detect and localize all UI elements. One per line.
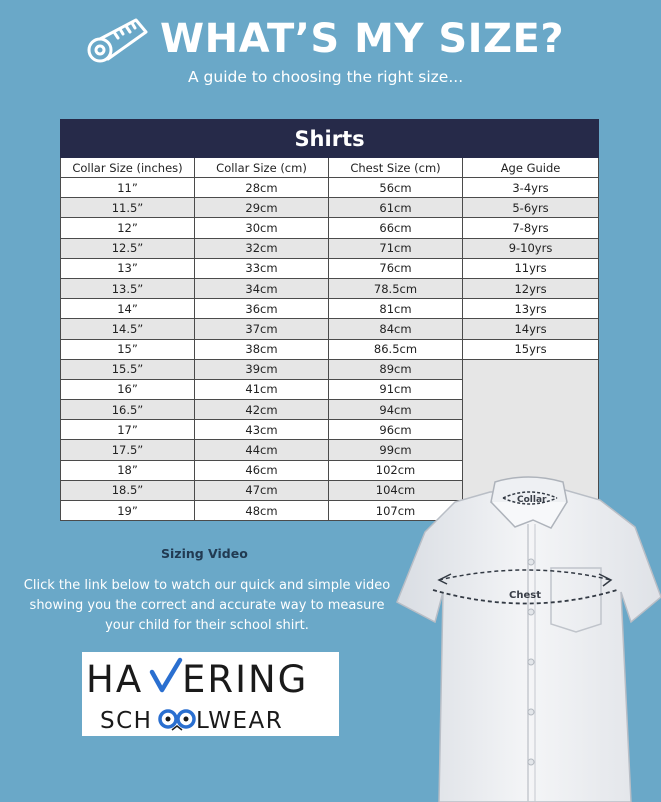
table-cell: 11yrs xyxy=(463,258,599,278)
table-cell: 29cm xyxy=(195,198,329,218)
column-header: Age Guide xyxy=(463,158,599,178)
svg-text:HA: HA xyxy=(86,658,144,701)
sizing-video-description: Click the link below to watch our quick and simple video showing you the correct and accurate way to measure your child for their school shirt. xyxy=(23,578,391,633)
column-header: Chest Size (cm) xyxy=(329,158,463,178)
page-title: WHAT’S MY SIZE? xyxy=(160,16,565,62)
shirt-illustration xyxy=(395,472,661,802)
table-cell: 61cm xyxy=(329,198,463,218)
table-cell: 89cm xyxy=(329,359,463,379)
table-title: Shirts xyxy=(61,120,599,158)
table-cell: 32cm xyxy=(195,238,329,258)
table-cell: 66cm xyxy=(329,218,463,238)
table-cell: 78.5cm xyxy=(329,278,463,298)
table-cell: 71cm xyxy=(329,238,463,258)
table-cell: 41cm xyxy=(195,379,329,399)
table-row xyxy=(61,178,599,198)
chest-label: Chest xyxy=(509,590,541,601)
svg-text:LWEAR: LWEAR xyxy=(196,708,284,734)
table-cell: 42cm xyxy=(195,400,329,420)
table-cell: 86.5cm xyxy=(329,339,463,359)
table-cell: 5-6yrs xyxy=(463,198,599,218)
table-cell: 15” xyxy=(61,339,195,359)
table-cell: 76cm xyxy=(329,258,463,278)
collar-label: Collar xyxy=(517,495,547,505)
table-cell: 94cm xyxy=(329,400,463,420)
table-cell: 36cm xyxy=(195,299,329,319)
table-cell: 14.5” xyxy=(61,319,195,339)
table-cell: 99cm xyxy=(329,440,463,460)
table-cell: 7-8yrs xyxy=(463,218,599,238)
column-header: Collar Size (cm) xyxy=(195,158,329,178)
table-header-row xyxy=(61,158,599,178)
table-cell: 28cm xyxy=(195,178,329,198)
page-subtitle: A guide to choosing the right size... xyxy=(188,68,464,86)
table-row xyxy=(61,319,599,339)
table-cell: 18.5” xyxy=(61,480,195,500)
logo-graphic xyxy=(82,652,339,736)
table-cell: 33cm xyxy=(195,258,329,278)
table-cell: 44cm xyxy=(195,440,329,460)
table-body xyxy=(61,178,599,521)
table-cell: 13yrs xyxy=(463,299,599,319)
table-cell: 96cm xyxy=(329,420,463,440)
sizing-video-title: Sizing Video xyxy=(161,546,248,561)
table-cell: 12.5” xyxy=(61,238,195,258)
table-cell: 30cm xyxy=(195,218,329,238)
table-cell: 17” xyxy=(61,420,195,440)
table-cell: 39cm xyxy=(195,359,329,379)
table-cell: 12” xyxy=(61,218,195,238)
table-cell: 47cm xyxy=(195,480,329,500)
table-cell: 38cm xyxy=(195,339,329,359)
table-cell: 18” xyxy=(61,460,195,480)
table-row xyxy=(61,218,599,238)
table-cell: 14” xyxy=(61,299,195,319)
table-cell: 107cm xyxy=(329,501,463,521)
svg-text:SCH: SCH xyxy=(100,708,153,734)
table-cell: 15yrs xyxy=(463,339,599,359)
table-row xyxy=(61,299,599,319)
measuring-tape-icon xyxy=(84,14,150,66)
table-cell: 16.5” xyxy=(61,400,195,420)
table-cell: 14yrs xyxy=(463,319,599,339)
table-cell: 81cm xyxy=(329,299,463,319)
table-cell: 9-10yrs xyxy=(463,238,599,258)
table-row xyxy=(61,258,599,278)
table-cell: 19” xyxy=(61,501,195,521)
table-cell: 15.5” xyxy=(61,359,195,379)
havering-schoolwear-logo[interactable] xyxy=(82,652,339,736)
table-cell: 3-4yrs xyxy=(463,178,599,198)
table-row xyxy=(61,359,599,379)
table-cell: 37cm xyxy=(195,319,329,339)
table-cell: 13.5” xyxy=(61,278,195,298)
size-table xyxy=(60,119,599,521)
table-cell: 104cm xyxy=(329,480,463,500)
table-cell: 11” xyxy=(61,178,195,198)
header xyxy=(0,0,661,110)
table-cell: 56cm xyxy=(329,178,463,198)
table-cell: 84cm xyxy=(329,319,463,339)
table-cell: 102cm xyxy=(329,460,463,480)
table-row xyxy=(61,278,599,298)
table-cell: 43cm xyxy=(195,420,329,440)
table-cell: 46cm xyxy=(195,460,329,480)
table-cell: 91cm xyxy=(329,379,463,399)
table-cell: 12yrs xyxy=(463,278,599,298)
glasses-icon xyxy=(160,711,194,730)
table-row xyxy=(61,238,599,258)
svg-text:ERING: ERING xyxy=(182,658,309,701)
table-row xyxy=(61,339,599,359)
table-cell: 17.5” xyxy=(61,440,195,460)
table-cell: 48cm xyxy=(195,501,329,521)
column-header: Collar Size (inches) xyxy=(61,158,195,178)
table-cell: 16” xyxy=(61,379,195,399)
table-cell: 34cm xyxy=(195,278,329,298)
table-row xyxy=(61,198,599,218)
table-cell: 11.5” xyxy=(61,198,195,218)
table-cell: 13” xyxy=(61,258,195,278)
